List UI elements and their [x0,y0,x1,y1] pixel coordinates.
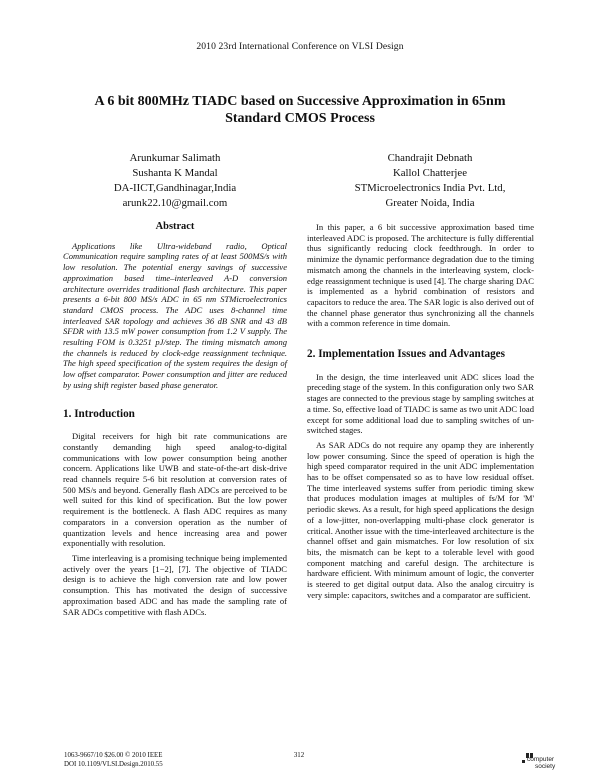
author-name: Arunkumar Salimath [129,152,221,164]
paragraph: Time interleaving is a promising technique being implemented actively over the years [1−2], [7]. The objective of TIADC design is to achieve the high conversion rate and low power consumption. This has motivated the design of successive approximation based ADC and has made the sampling rate of SAR ADCs competitive with flash ADCs. [63,552,287,617]
section-heading-introduction: 1. Introduction [63,407,135,420]
author-name: Chandrajit Debnath [387,152,473,164]
logo-text-computer: computer [527,756,555,763]
paper-title [40,93,560,127]
paragraph: Digital receivers for high bit rate communications are constantly demanding high speed analog-to-digital communications with low power consumption being another concern. Applications like UWB and state-of-the-art disk-drive read channels require 5-6 bit resolution at conversion rates of 500 MS/s and beyond. Generally flash ADCs are perceived to be well suited for this kind of specification. But the low power requirement is the bottleneck. A flash ADC requires as many comparators in a conversion operation as the number of quantization levels and hence increasing area and power exponentially with resolution. [63,431,287,549]
computer-society-logo [470,752,560,770]
author-affiliation: DA-IICT,Gandhinagar,India [113,182,237,194]
page-number: 312 [293,752,305,759]
author-email: arunk22.10@gmail.com [122,197,228,209]
authors-right [330,151,530,211]
author-name: Kallol Chatterjee [392,167,468,179]
title-line-2: Standard CMOS Process [225,111,375,126]
author-name: Sushanta K Mandal [132,167,218,179]
footer-doi: DOI 10.1109/VLSI.Design.2010.55 [64,760,163,768]
abstract-text: Applications like Ultra-wideband radio, Optical Communication require sampling rates of at least 500MS/s with low resolution. The potential energy savings of successive approximation based time–interleaved A-D conversion architecture overrides traditional flash architecture. This paper presents a 6-bit 800 MS/s ADC in 65 nm STMicroelectronics standard CMOS process. The ADC uses 8-channel time interleaved SAR topology and achieves 36 dB SNR and 43 dB SFDR with 13.5 mW power consumption from 1.2 V supply. The resulting FOM is 0.3251 pJ/step. The timing mismatch among the channels is reduced by clock-edge reassignment technique. The high speed specification of the system requires the design of low offset comparator. Power consumption and jitter are reduced by using shift register based phase generator. [63,240,287,390]
right-column [307,222,534,601]
section-heading-implementation: 2. Implementation Issues and Advantages [307,348,505,361]
paragraph: In the design, the time interleaved unit ADC slices load the preceding stage of the system. In this configuration only two SAR stages are connected to the previous stage by sampling switches at a time. So, effective load of TIADC is same as two unit ADC load except for some additional load due to sampling switches of un-switched stages. [307,371,534,436]
footer-copyright [64,752,163,769]
left-column [63,222,287,617]
author-location: Greater Noida, India [385,197,475,209]
title-line-1: A 6 bit 800MHz TIADC based on Successive Approximation in 65nm [94,94,506,109]
author-affiliation: STMicroelectronics India Pvt. Ltd, [354,182,506,194]
footer-issn: 1063-9667/10 $26.00 © 2010 IEEE [64,752,163,759]
authors-left [90,151,260,211]
conference-header: 2010 23rd International Conference on VLSI Design [196,41,404,52]
paragraph: In this paper, a 6 bit successive approximation based time interleaved ADC is proposed. The architecture is fully differential thus significantly reducing clock feedthrough. In order to minimize the dynamic performance degradation due to the timing mismatch among the channels in the interleaving system, clock-edge reassignment technique is used [4]. The charge sharing DAC is implemented as a hybrid combination of resistors and capacitors to reduce the area. The SAR logic is also derived out of the channel phase generator thus synchronizing all the channels with a common reference in time domain. [307,222,534,329]
logo-text-society: society [535,762,556,770]
abstract-heading: Abstract [155,221,195,232]
logo-text [527,757,555,770]
paragraph: As SAR ADCs do not require any opamp they are inherently low power consuming. Since the speed of operation is high the high speed comparator required in the unit ADC implementation has to be offset compensated so as to have low residual offset. The time interleaved systems suffer from periodic timing skew that produces modulation images at multiples of fs/M for 'M' periodic skews. As a result, for high speed applications the design of a low-jitter, non-overlapping multi-phase clock generator is critical. Another issue with the time-interleaved architecture is the channel offset and gain mismatches. For low resolution of six bits, the mismatch can be kept to a tolerable level with good component matching and careful design. The architecture is hardware efficient. With minimum amount of logic, the converter is steered to get digital output data. Also the analog circuitry is very simple: capacitors, switches and a comparator are sufficient. [307,439,534,600]
